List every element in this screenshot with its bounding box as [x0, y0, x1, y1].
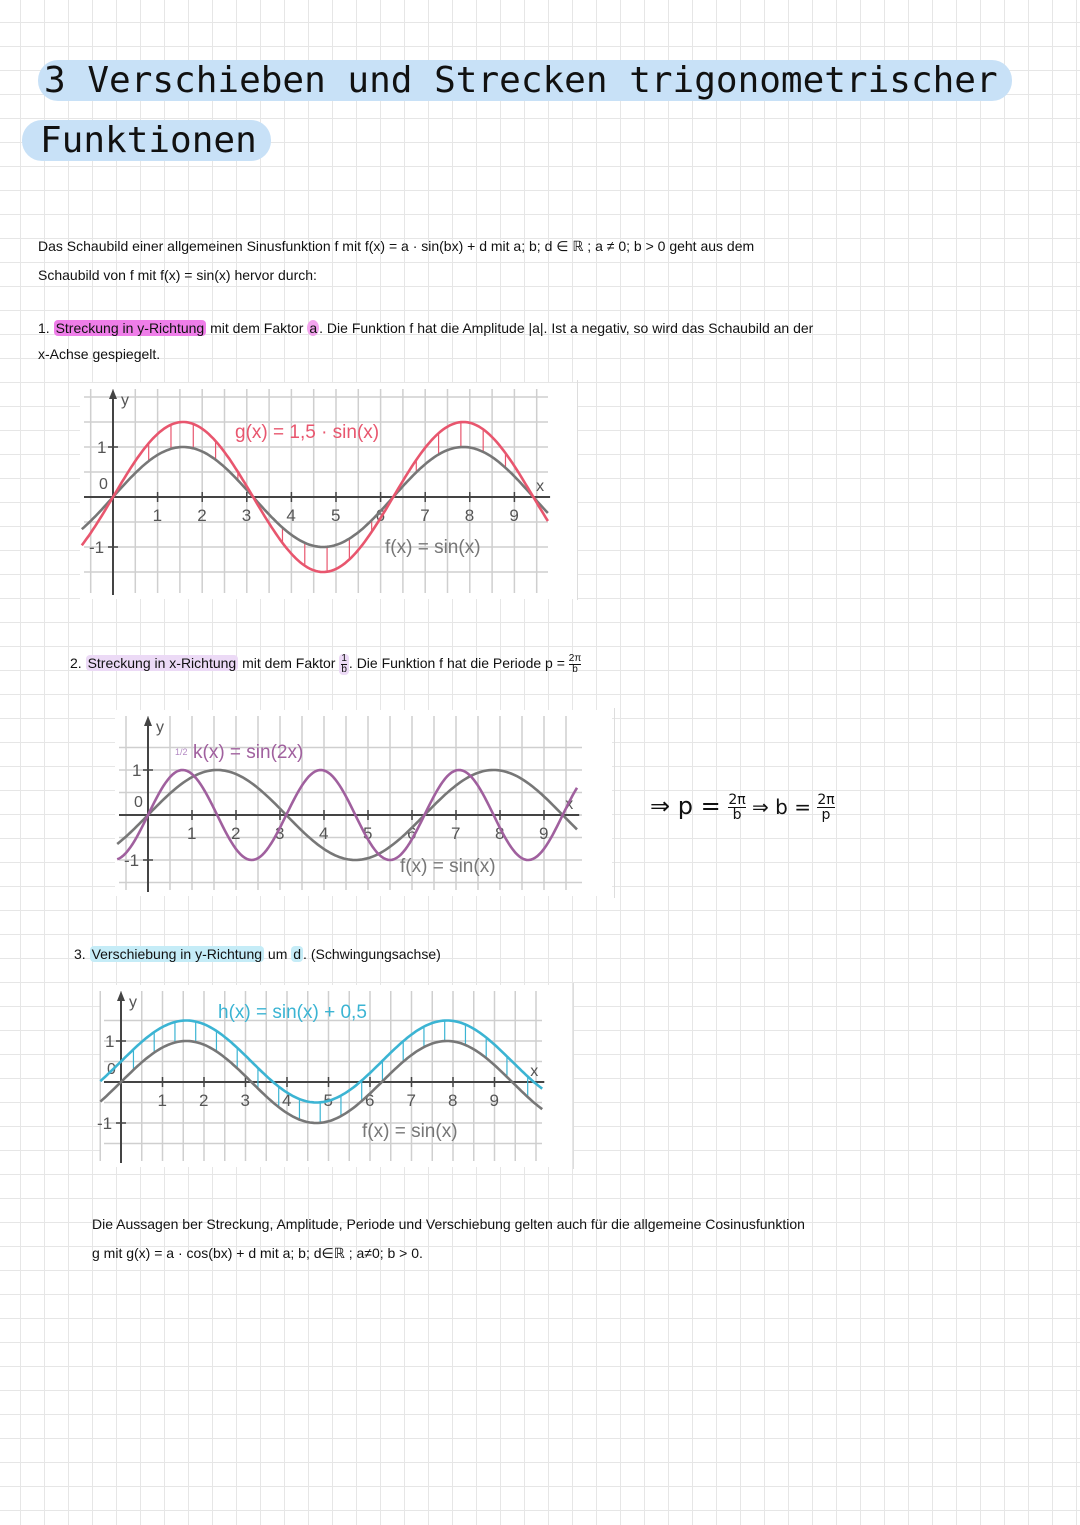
- y-tick-label: -1: [97, 1114, 113, 1133]
- closing-line2: g mit g(x) = a · cos(bx) + d mit a; b; d∈ℝ ; a≠0; b > 0.: [92, 1245, 423, 1261]
- origin-label: 0: [107, 1061, 116, 1078]
- fraction: $\frac{2\pi}{p}$: [817, 791, 835, 823]
- closing-line1: Die Aussagen ber Streckung, Amplitude, Periode und Verschiebung gelten auch für die allgemeine Cosinusfunktion: [92, 1216, 805, 1232]
- x-tick-label: 9: [509, 506, 519, 525]
- x-tick-label: 9: [489, 1091, 499, 1110]
- x-tick-label: 5: [323, 1091, 333, 1110]
- x-tick-label: 5: [331, 506, 341, 525]
- x-tick-label: 9: [539, 824, 549, 843]
- y-tick-label: 1: [105, 1032, 115, 1051]
- highlight-streckung-x: Streckung in x-Richtung: [87, 655, 237, 671]
- fraction: $\frac{2\pi}{b}$: [728, 791, 746, 823]
- y-axis-arrow: [117, 991, 125, 1001]
- text: ⇒ p =: [650, 792, 729, 820]
- x-tick-label: 3: [241, 506, 252, 525]
- y-axis-arrow: [144, 716, 152, 726]
- y-tick-label: 1: [97, 438, 107, 457]
- divider: [614, 708, 615, 898]
- x-tick-label: 7: [420, 506, 430, 525]
- point-number: 1.: [38, 320, 50, 336]
- point-number: 2.: [70, 655, 82, 671]
- x-tick-label: 6: [407, 824, 417, 843]
- divider: [577, 380, 578, 600]
- page-title-line1: 3 Verschieben und Strecken trigonometrischer: [38, 60, 1012, 101]
- factor-d: d: [293, 946, 302, 962]
- x-tick-label: 1: [187, 824, 197, 843]
- y-axis-label: y: [129, 994, 137, 1011]
- series-label: f(x) = sin(x): [385, 537, 481, 558]
- text: . Die Funktion f hat die Amplitude |a|. Ist a negativ, so wird das Schaubild an der: [319, 320, 814, 336]
- series-label: f(x) = sin(x): [362, 1121, 458, 1142]
- series-label: k(x) = sin(2x): [193, 742, 304, 763]
- page-title-line2: Funktionen: [22, 120, 271, 161]
- series-label: f(x) = sin(x): [400, 856, 496, 877]
- point3-line: [74, 940, 441, 968]
- x-axis-label: x: [565, 796, 574, 813]
- y-tick-label: 1: [132, 761, 142, 780]
- text: . Die Funktion f hat die Periode p =: [348, 655, 569, 671]
- y-tick-label: -1: [89, 538, 105, 557]
- period-fraction: $\frac{2\pi}{b}$: [568, 652, 582, 675]
- origin-label: 0: [134, 794, 143, 811]
- point1-line2: x-Achse gespiegelt.: [38, 346, 161, 362]
- x-tick-label: 8: [448, 1091, 458, 1110]
- plot-streckung-y: [80, 383, 578, 599]
- period-note: [650, 792, 835, 822]
- y-axis-label: y: [121, 392, 129, 409]
- point-number: 3.: [74, 946, 86, 962]
- x-axis-label: x: [530, 1063, 539, 1080]
- point1-line1: [38, 314, 813, 342]
- x-tick-label: 6: [375, 506, 386, 525]
- origin-label: 0: [99, 476, 108, 493]
- y-axis-label: y: [156, 719, 164, 736]
- intro-line1: Das Schaubild einer allgemeinen Sinusfunktion f mit f(x) = a · sin(bx) + d mit a; b; d ∈ ℝ ; a ≠ 0; b > 0 geht aus dem: [38, 238, 755, 254]
- x-tick-label: 6: [365, 1091, 375, 1110]
- x-tick-label: 8: [464, 506, 475, 525]
- x-tick-label: 4: [282, 1091, 292, 1110]
- highlight-streckung-y: Streckung in y-Richtung: [55, 320, 205, 336]
- y-axis-arrow: [109, 389, 117, 399]
- x-tick-label: 7: [451, 824, 461, 843]
- x-tick-label: 3: [240, 1091, 250, 1110]
- text: mit dem Faktor: [238, 655, 340, 671]
- x-tick-label: 7: [406, 1091, 416, 1110]
- plot-streckung-x: [115, 710, 612, 896]
- text: um: [264, 946, 292, 962]
- text: . (Schwingungsachse): [303, 946, 441, 962]
- text: ⇒ b =: [745, 795, 818, 819]
- x-tick-label: 4: [319, 824, 329, 843]
- x-tick-label: 2: [231, 824, 241, 843]
- annotation-label: 1/2: [175, 747, 188, 757]
- x-tick-label: 3: [275, 824, 285, 843]
- series-label: g(x) = 1,5 · sin(x): [235, 422, 380, 443]
- point2-line: [70, 649, 581, 677]
- factor-1-over-b: $\frac{1}{b}$: [341, 652, 347, 675]
- intro-line2: Schaubild von f mit f(x) = sin(x) hervor durch:: [38, 267, 317, 283]
- highlight-verschiebung-y: Verschiebung in y-Richtung: [91, 946, 263, 962]
- x-tick-label: 8: [495, 824, 505, 843]
- divider: [573, 983, 574, 1169]
- x-tick-label: 4: [286, 506, 296, 525]
- x-tick-label: 1: [152, 506, 163, 525]
- x-tick-label: 2: [199, 1091, 209, 1110]
- factor-a: a: [309, 320, 318, 336]
- plot-verschiebung-y: [97, 985, 572, 1167]
- x-axis-label: x: [536, 478, 545, 495]
- y-tick-label: -1: [124, 851, 140, 870]
- series-label: h(x) = sin(x) + 0,5: [218, 1002, 367, 1023]
- x-tick-label: 2: [197, 506, 207, 525]
- x-tick-label: 1: [157, 1091, 167, 1110]
- text: mit dem Faktor: [206, 320, 308, 336]
- x-tick-label: 5: [363, 824, 373, 843]
